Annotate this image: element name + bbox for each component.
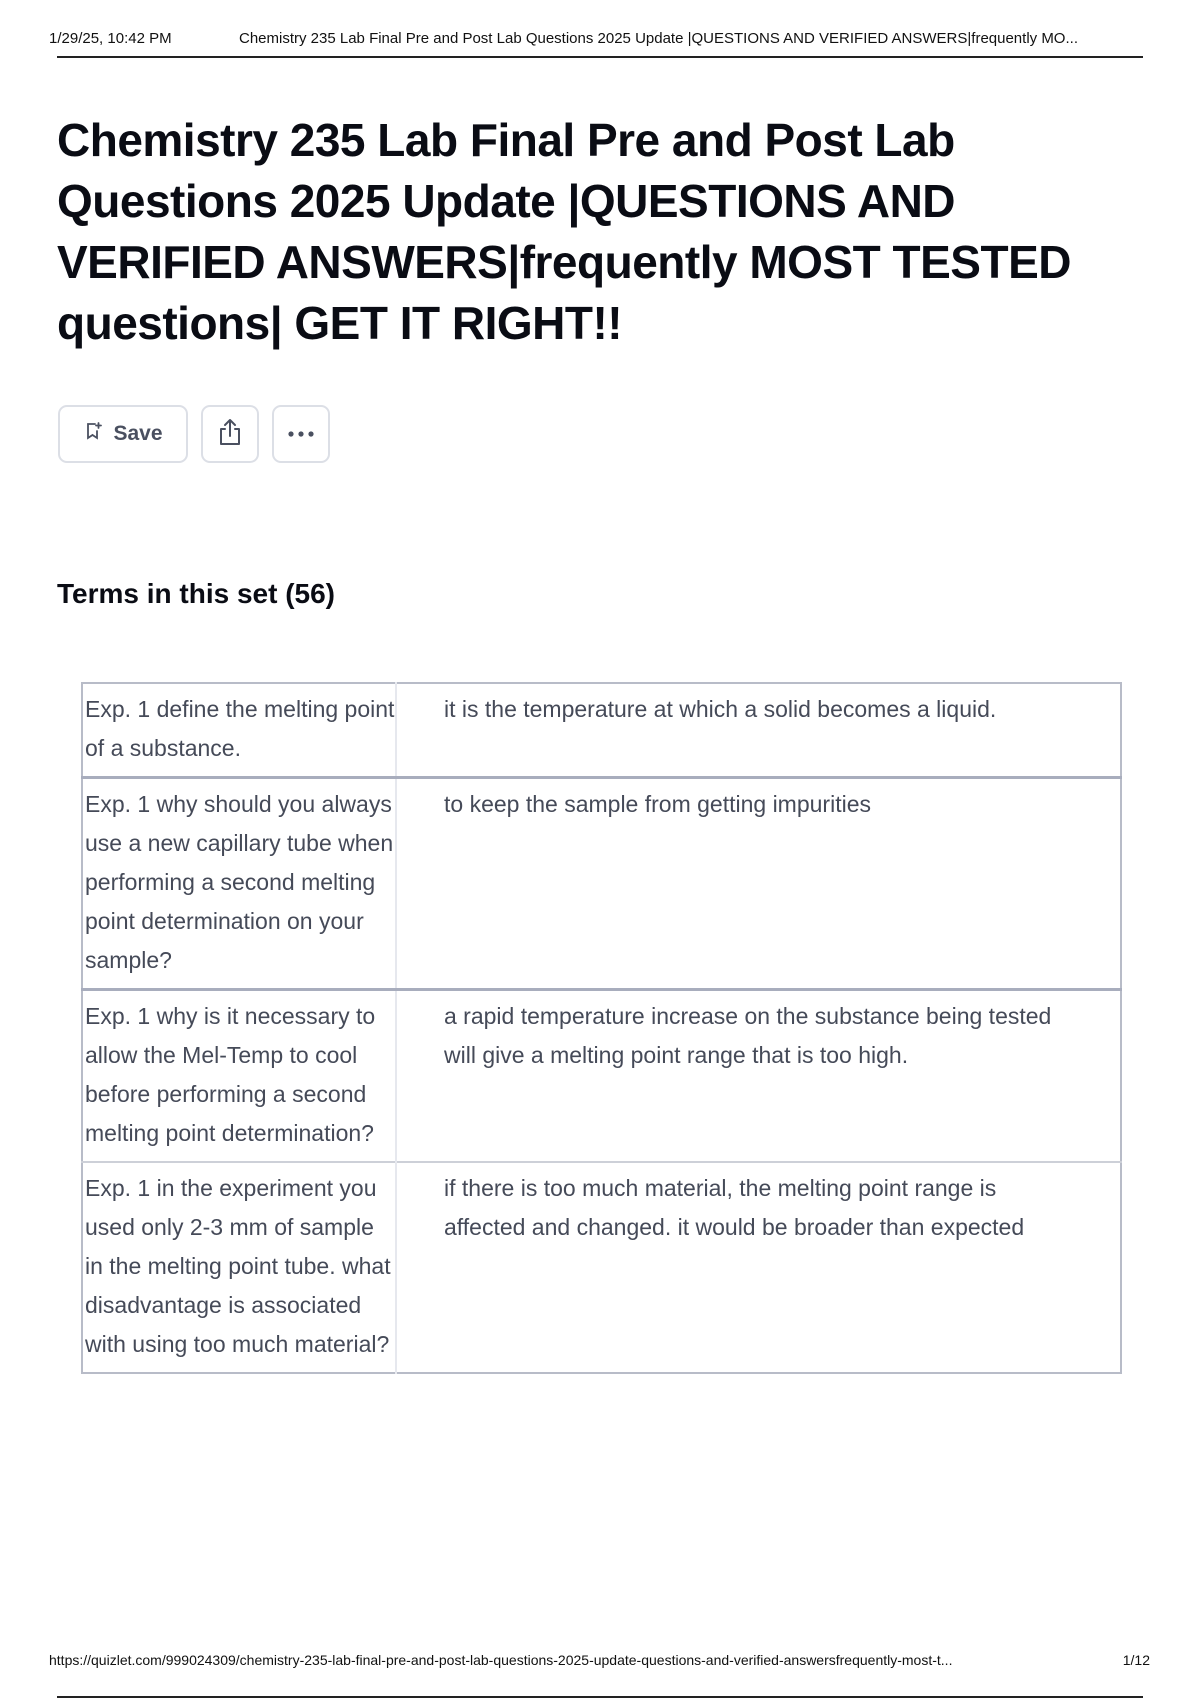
definition-cell: to keep the sample from getting impurities xyxy=(396,778,1121,990)
set-actions-toolbar xyxy=(58,405,330,463)
term-cell: Exp. 1 define the melting point of a substance. xyxy=(82,683,396,778)
share-icon xyxy=(216,417,244,452)
page-number: 1/12 xyxy=(1122,1652,1150,1668)
footer-divider xyxy=(57,1696,1143,1698)
print-date: 1/29/25, 10:42 PM xyxy=(49,30,172,47)
table-row xyxy=(82,1162,1121,1373)
save-label: Save xyxy=(113,422,163,445)
definition-cell: if there is too much material, the melting point range is affected and changed. it would be broader than expected xyxy=(396,1162,1121,1373)
definition-cell: a rapid temperature increase on the substance being tested will give a melting point range that is too high. xyxy=(396,990,1121,1163)
definition-cell: it is the temperature at which a solid becomes a liquid. xyxy=(444,696,997,722)
terms-table xyxy=(81,682,1122,1374)
page-title: Chemistry 235 Lab Final Pre and Post Lab Questions 2025 Update |QUESTIONS AND VERIFIED ANSWERS|frequently MOST TESTED questions| GET IT RIGHT!! xyxy=(57,114,1071,349)
table-row xyxy=(82,683,1121,778)
header-divider xyxy=(57,56,1143,58)
more-options-button[interactable] xyxy=(272,405,330,463)
bookmark-add-icon xyxy=(83,421,103,447)
term-cell: Exp. 1 why is it necessary to allow the Mel-Temp to cool before performing a second melting point determination? xyxy=(82,990,396,1163)
term-cell: Exp. 1 in the experiment you used only 2-3 mm of sample in the melting point tube. what disadvantage is associated with using too much material? xyxy=(82,1162,396,1373)
save-button[interactable] xyxy=(58,405,188,463)
table-row xyxy=(82,990,1121,1163)
share-button[interactable] xyxy=(201,405,259,463)
print-header xyxy=(49,30,1143,47)
terms-count-heading: Terms in this set (56) xyxy=(57,578,336,609)
table-row xyxy=(82,778,1121,990)
more-horizontal-icon xyxy=(287,425,315,443)
term-cell: Exp. 1 why should you always use a new capillary tube when performing a second melting point determination on your sample? xyxy=(82,778,396,990)
print-footer xyxy=(49,1652,1150,1668)
page-url: https://quizlet.com/999024309/chemistry-235-lab-final-pre-and-post-lab-questions-2025-update-questions-and-verified-answersfrequently-most-t... xyxy=(49,1652,953,1668)
print-document-title: Chemistry 235 Lab Final Pre and Post Lab Questions 2025 Update |QUESTIONS AND VERIFIED ANSWERS|frequently MO... xyxy=(239,30,1078,47)
